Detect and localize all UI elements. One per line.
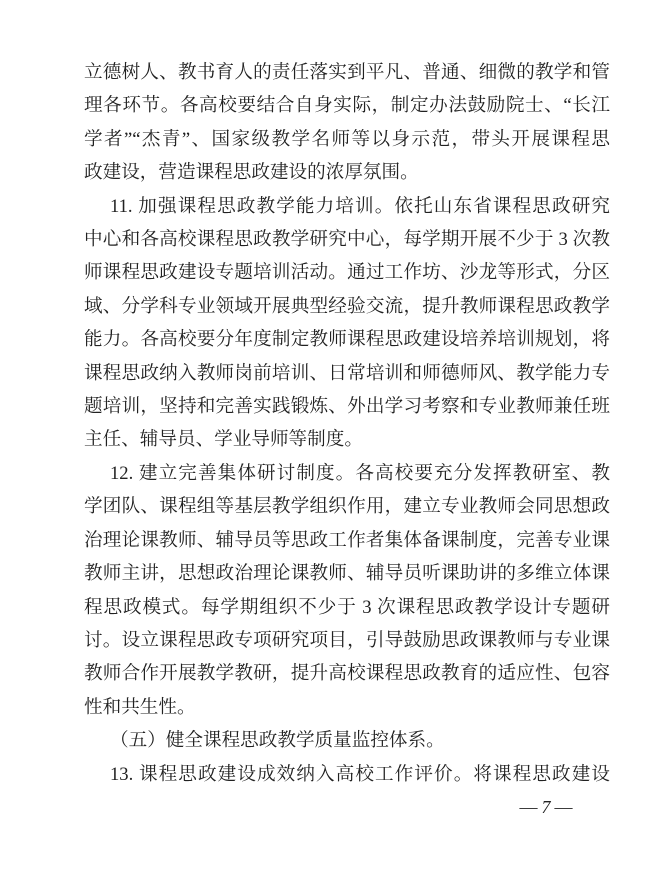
page-number-value: 7 xyxy=(541,797,551,817)
text-line-4: 政建设，营造课程思政建设的浓厚氛围。 xyxy=(84,162,419,184)
text-line-2: 理各环节。各高校要结合自身实际，制定办法鼓励院士、“长江 xyxy=(84,95,610,117)
text-line-10: 课程思政纳入教师岗前培训、日常培训和师德师风、教学能力专 xyxy=(84,362,610,384)
page-number xyxy=(511,795,581,819)
text-line-11: 题培训，坚持和完善实践锻炼、外出学习考察和专业教师兼任班 xyxy=(84,396,610,418)
text-line-15: 治理论课教师、辅导员等思政工作者集体备课制度，完善专业课 xyxy=(84,529,610,551)
text-line-7: 师课程思政建设专题培训活动。通过工作坊、沙龙等形式，分区 xyxy=(84,262,610,284)
text-line-13: 12. 建立完善集体研讨制度。各高校要充分发挥教研室、教 xyxy=(110,462,610,484)
page-number-dash-right: — xyxy=(554,797,573,817)
text-line-3: 学者”“杰青”、国家级教学名师等以身示范，带头开展课程思 xyxy=(84,128,610,150)
text-line-16: 教师主讲，思想政治理论课教师、辅导员听课助讲的多维立体课 xyxy=(84,563,610,585)
page-number-dash-left: — xyxy=(519,797,538,817)
text-line-21: （五）健全课程思政教学质量监控体系。 xyxy=(110,730,445,752)
text-line-6: 中心和各高校课程思政教学研究中心，每学期开展不少于 3 次教 xyxy=(84,229,610,251)
text-line-18: 讨。设立课程思政专项研究项目，引导鼓励思政课教师与专业课 xyxy=(84,629,610,651)
text-line-5: 11. 加强课程思政教学能力培训。依托山东省课程思政研究 xyxy=(110,195,610,217)
text-line-22: 13. 课程思政建设成效纳入高校工作评价。将课程思政建设 xyxy=(110,763,610,785)
text-block xyxy=(84,56,610,791)
text-line-9: 能力。各高校要分年度制定教师课程思政建设培养培训规划，将 xyxy=(84,329,610,351)
text-line-19: 教师合作开展教学教研，提升高校课程思政教育的适应性、包容 xyxy=(84,663,610,685)
text-line-14: 学团队、课程组等基层教学组织作用，建立专业教师会同思想政 xyxy=(84,496,610,518)
text-line-12: 主任、辅导员、学业导师等制度。 xyxy=(84,429,363,451)
text-line-8: 域、分学科专业领域开展典型经验交流，提升教师课程思政教学 xyxy=(84,295,610,317)
text-line-20: 性和共生性。 xyxy=(84,696,196,718)
text-line-17: 程思政模式。每学期组织不少于 3 次课程思政教学设计专题研 xyxy=(84,596,610,618)
text-line-1: 立德树人、教书育人的责任落实到平凡、普通、细微的教学和管 xyxy=(84,62,610,83)
